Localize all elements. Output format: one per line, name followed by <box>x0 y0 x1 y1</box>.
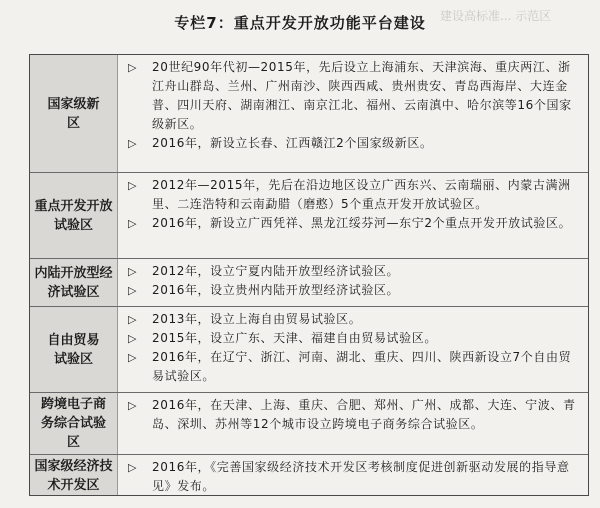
entry-text: 2012年，设立宁夏内陆开放型经济试验区。 <box>152 264 400 278</box>
entry-text: 20世纪90年代初—2015年，先后设立上海浦东、天津滨海、重庆两江、浙江舟山群岛、兰州、广州南沙、陕西西咸、贵州贵安、青岛西海岸、大连金普、四川天府、湖南湘江、南京江北、福州、云南滇中、哈尔滨等16个国家级新区。 <box>152 60 572 131</box>
row-label-text: 跨境电子商务综合试验区 <box>40 397 106 450</box>
list-item <box>118 262 588 281</box>
info-table <box>29 54 589 496</box>
entry-text: 2016年，新设立长春、江西赣江2个国家级新区。 <box>152 136 433 150</box>
row-content <box>118 173 588 258</box>
row-content <box>118 259 588 306</box>
table-row-free-trade-zones <box>30 307 588 393</box>
row-label-text: 国家级新区 <box>47 96 100 131</box>
list-item <box>118 458 588 496</box>
row-label <box>30 259 118 306</box>
row-label <box>30 173 118 258</box>
arrow-bullet-icon: ▷ <box>128 332 138 345</box>
row-content <box>118 455 588 496</box>
row-label-text: 国家级经济技术开发区 <box>34 459 113 493</box>
arrow-bullet-icon: ▷ <box>128 179 138 192</box>
list-item <box>118 58 588 134</box>
row-label-text: 重点开发开放试验区 <box>34 198 113 233</box>
arrow-bullet-icon: ▷ <box>128 217 138 230</box>
arrow-bullet-icon: ▷ <box>128 461 138 474</box>
arrow-bullet-icon: ▷ <box>128 61 138 74</box>
table-row-national-new-areas <box>30 55 588 173</box>
row-content <box>118 55 588 172</box>
entry-text: 2016年，新设立广西凭祥、黑龙江绥芬河—东宁2个重点开发开放试验区。 <box>152 216 572 230</box>
list-item <box>118 329 588 348</box>
entry-text: 2016年，在辽宁、浙江、河南、湖北、重庆、四川、陕西新设立7个自由贸易试验区。 <box>152 350 572 383</box>
entry-text: 2015年，设立广东、天津、福建自由贸易试验区。 <box>152 331 437 345</box>
row-label-text: 自由贸易试验区 <box>47 332 100 367</box>
list-item <box>118 176 588 214</box>
entry-text: 2012年—2015年，先后在沿边地区设立广西东兴、云南瑞丽、内蒙古满洲里、二连浩特和云南勐腊（磨憨）5个重点开发开放试验区。 <box>152 178 571 211</box>
row-content <box>118 307 588 392</box>
row-label-text: 内陆开放型经济试验区 <box>34 265 113 300</box>
arrow-bullet-icon: ▷ <box>128 313 138 326</box>
bleed-through-text: 建设高标准... 示范区 <box>440 9 552 23</box>
row-label <box>30 307 118 392</box>
entry-text: 2013年，设立上海自由贸易试验区。 <box>152 312 362 326</box>
entry-text: 2016年，《完善国家级经济技术开发区考核制度促进创新驱动发展的指导意见》发布。 <box>152 460 570 493</box>
row-label <box>30 393 118 454</box>
list-item <box>118 281 588 300</box>
page-title: 专栏7：重点开发开放功能平台建设 <box>174 14 426 32</box>
table-row-development-zones <box>30 455 588 496</box>
list-item <box>118 348 588 386</box>
list-item <box>118 134 588 153</box>
row-label <box>30 455 118 496</box>
list-item <box>118 396 588 434</box>
table-row-inland-zones <box>30 259 588 307</box>
arrow-bullet-icon: ▷ <box>128 399 138 412</box>
arrow-bullet-icon: ▷ <box>128 265 138 278</box>
list-item <box>118 214 588 233</box>
entry-text: 2016年，在天津、上海、重庆、合肥、郑州、广州、成都、大连、宁波、青岛、深圳、苏州等12个城市设立跨境电子商务综合试验区。 <box>152 398 576 431</box>
arrow-bullet-icon: ▷ <box>128 351 138 364</box>
arrow-bullet-icon: ▷ <box>128 284 138 297</box>
table-row-pilot-zones <box>30 173 588 259</box>
list-item <box>118 310 588 329</box>
arrow-bullet-icon: ▷ <box>128 137 138 150</box>
entry-text: 2016年，设立贵州内陆开放型经济试验区。 <box>152 283 400 297</box>
row-label <box>30 55 118 172</box>
table-row-ecommerce-zones <box>30 393 588 455</box>
row-content <box>118 393 588 454</box>
